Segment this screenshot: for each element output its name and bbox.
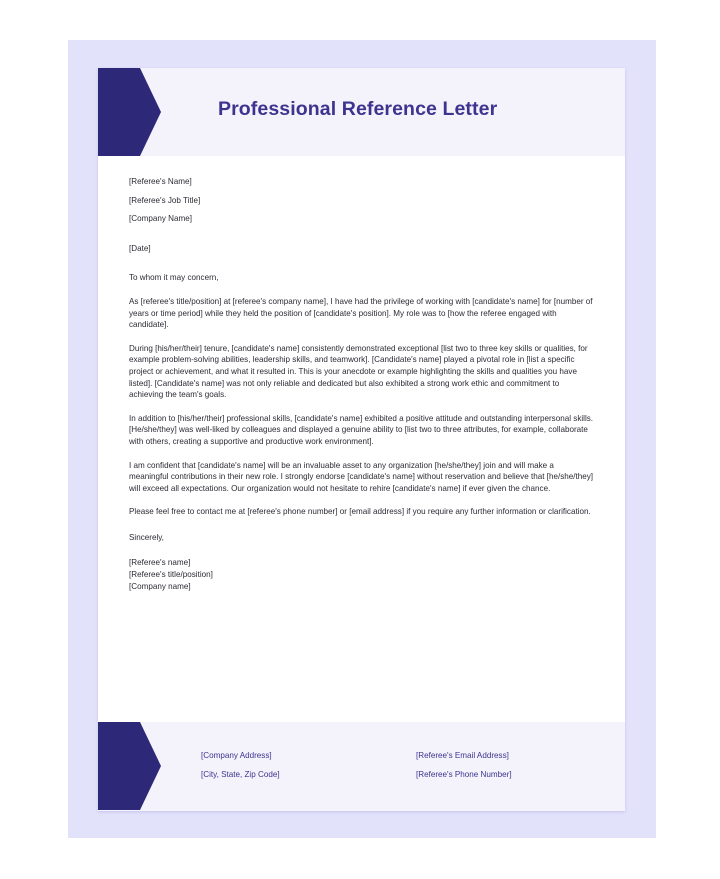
- signature-name: [Referee's name]: [129, 558, 191, 568]
- referee-job-title-line: [Referee's Job Title]: [129, 195, 201, 205]
- referee-company-line: [Company Name]: [129, 214, 192, 224]
- paragraph-endorsement: I am confident that [candidate's name] will be an invaluable asset to any organization [he/she/they] join and will make a meaningful contributions in their new role. I strongly endorse [candidate's name] without reservation and believe that [he/she/they] will exceed all expectations. Our organization would not hesitate to rehire [candidate's name] if ever given the chance.: [129, 460, 594, 493]
- signature-block: [129, 557, 594, 592]
- paragraph-tenure: During [his/her/their] tenure, [candidate's name] consistently demonstrated exceptional [list two to three key skills or qualities, for example problem-solving abilities, leadership skills, and teamwork]. [Candidate's name] played a pivotal role in [list a specific project or achievement, and what it resulted in. This is your anecdote or example highlighting the skills and qualities you have listed]. [Candidate's name] was not only reliable and dedicated but also exhibited a strong work ethic and commitment to achieving the team's goals.: [129, 343, 588, 400]
- letter-date: [Date]: [129, 243, 151, 253]
- footer-band: [98, 722, 625, 811]
- footer-city-state-zip: [City, State, Zip Code]: [201, 770, 280, 779]
- letter-title: Professional Reference Letter: [218, 98, 498, 120]
- letter-greeting: To whom it may concern,: [129, 273, 219, 283]
- footer-chevron-decoration: [98, 722, 161, 810]
- signature-company: [Company name]: [129, 581, 191, 591]
- paragraph-contact: Please feel free to contact me at [referee's phone number] or [email address] if you require any further information or clarification.: [129, 507, 591, 517]
- footer-email: [Referee's Email Address]: [416, 751, 509, 760]
- footer-referee-contact: [416, 746, 512, 784]
- paragraph-interpersonal: In addition to [his/her/their] professional skills, [candidate's name] exhibited a positive attitude and outstanding interpersonal skills. [He/she/they] was well-liked by colleagues and displayed a genuine ability to [list two to three attributes, for example, collaborate with others, creating a supportive and productive work environment].: [129, 413, 594, 446]
- letter-body: [129, 176, 594, 592]
- footer-address-line: [Company Address]: [201, 751, 272, 760]
- letter-page: [98, 68, 625, 811]
- referee-address-block: [129, 176, 594, 225]
- footer-phone: [Referee's Phone Number]: [416, 770, 512, 779]
- header-chevron-decoration: [98, 68, 161, 156]
- sign-off: Sincerely,: [129, 532, 164, 542]
- footer-company-address: [201, 746, 280, 784]
- paragraph-introduction: As [referee's title/position] at [referee's company name], I have had the privilege of working with [candidate's name] for [number of years or time period] while they held the position of [candidate's position]. My role was to [how the referee engaged with candidate].: [129, 296, 593, 330]
- referee-name-line: [Referee's Name]: [129, 177, 192, 186]
- signature-title: [Referee's title/position]: [129, 570, 213, 580]
